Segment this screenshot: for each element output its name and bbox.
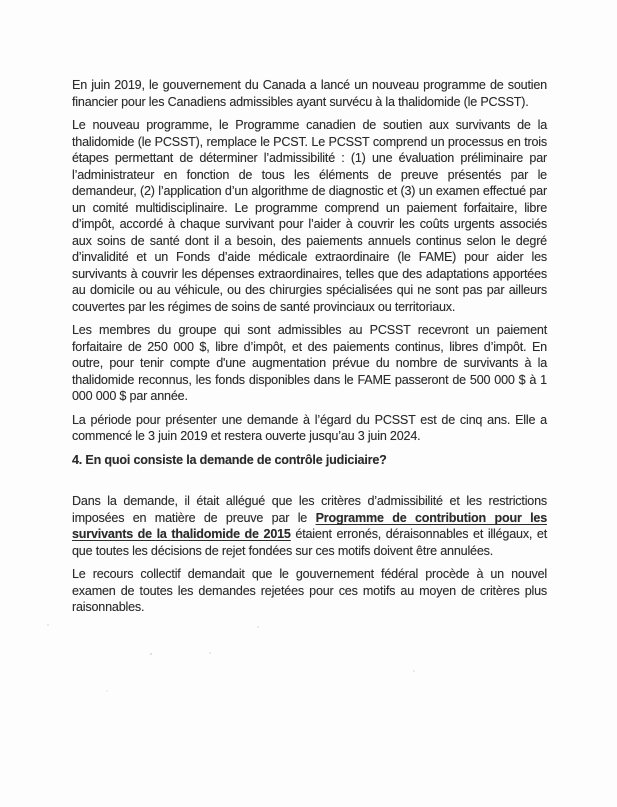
scan-speck bbox=[106, 690, 108, 692]
claim-text-after: étaient erronés, déraisonnables et illégaux, et que toutes les décisions de rejet fondées sur ces motifs doivent être annulées. bbox=[72, 527, 547, 558]
scan-speck bbox=[257, 626, 259, 628]
section-heading-judicial-review: 4. En quoi consiste la demande de contrôle judiciaire? bbox=[72, 452, 387, 467]
scan-speck bbox=[413, 670, 415, 672]
paragraph-intro: En juin 2019, le gouvernement du Canada a lancé un nouveau programme de soutien financier pour les Canadiens admissibles ayant survécu à la thalidomide (le PCSST). bbox=[72, 78, 547, 109]
paragraph-payments: Les membres du groupe qui sont admissibles au PCSST recevront un paiement forfaitaire de 250 000 $, libre d’impôt, et des paiements continus, libres d’impôt. En outre, pour tenir compte d'une augmentation prévue du nombre de survivants à la thalidomide reconnus, les fonds disponibles dans le FAME passeront de 500 000 $ à 1 000 000 $ par année. bbox=[72, 323, 547, 403]
paragraph-program-details: Le nouveau programme, le Programme canadien de soutien aux survivants de la thalidomide (le PCSST), remplace le PCST. Le PCSST comprend un processus en trois étapes permettant de déterminer l’admissibilité : (1) une évaluation préliminaire par l’administrateur en fonction de tous les éléments de preuve présentés par le demandeur, (2) l’application d’un algorithme de diagnostic et (3) un examen effectué par un comité multidisciplinaire. Le programme comprend un paiement forfaitaire, libre d’impôt, accordé à chaque survivant pour l’aider à couvrir les coûts urgents associés aux soins de santé dont il a besoin, des paiements annuels continus selon le degré d’invalidité et un Fonds d’aide médicale extraordinaire (le FAME) pour aider les survivants à couvrir les dépenses extraordinaires, telles que des adaptations apportées au domicile ou au véhicule, ou des chirurgies spécialisées qui ne sont pas par ailleurs couvertes par les régimes de soins de santé provinciaux ou territoriaux. bbox=[72, 118, 547, 314]
paragraph-judicial-review-claim bbox=[72, 493, 547, 559]
document-body bbox=[72, 77, 547, 623]
paragraph-class-action-request: Le recours collectif demandait que le gouvernement fédéral procède à un nouvel examen de toutes les demandes rejetées pour ces motifs au moyen de critères plus raisonnables. bbox=[72, 567, 547, 614]
scan-speck bbox=[150, 653, 152, 655]
paragraph-application-period: La période pour présenter une demande à l’égard du PCSST est de cinq ans. Elle a commencé le 3 juin 2019 et restera ouverte jusqu’au 3 juin 2024. bbox=[72, 412, 547, 443]
scan-speck bbox=[47, 624, 49, 626]
claim-text-before: Dans la demande, il était allégué que les critères d’admissibilité et les restrictions imposées en matière de preuve par le bbox=[72, 494, 547, 525]
program-2015-title-emphasis: Programme de contribution pour les survivants de la thalidomide de 2015 bbox=[72, 510, 547, 541]
scan-speck bbox=[209, 652, 211, 654]
